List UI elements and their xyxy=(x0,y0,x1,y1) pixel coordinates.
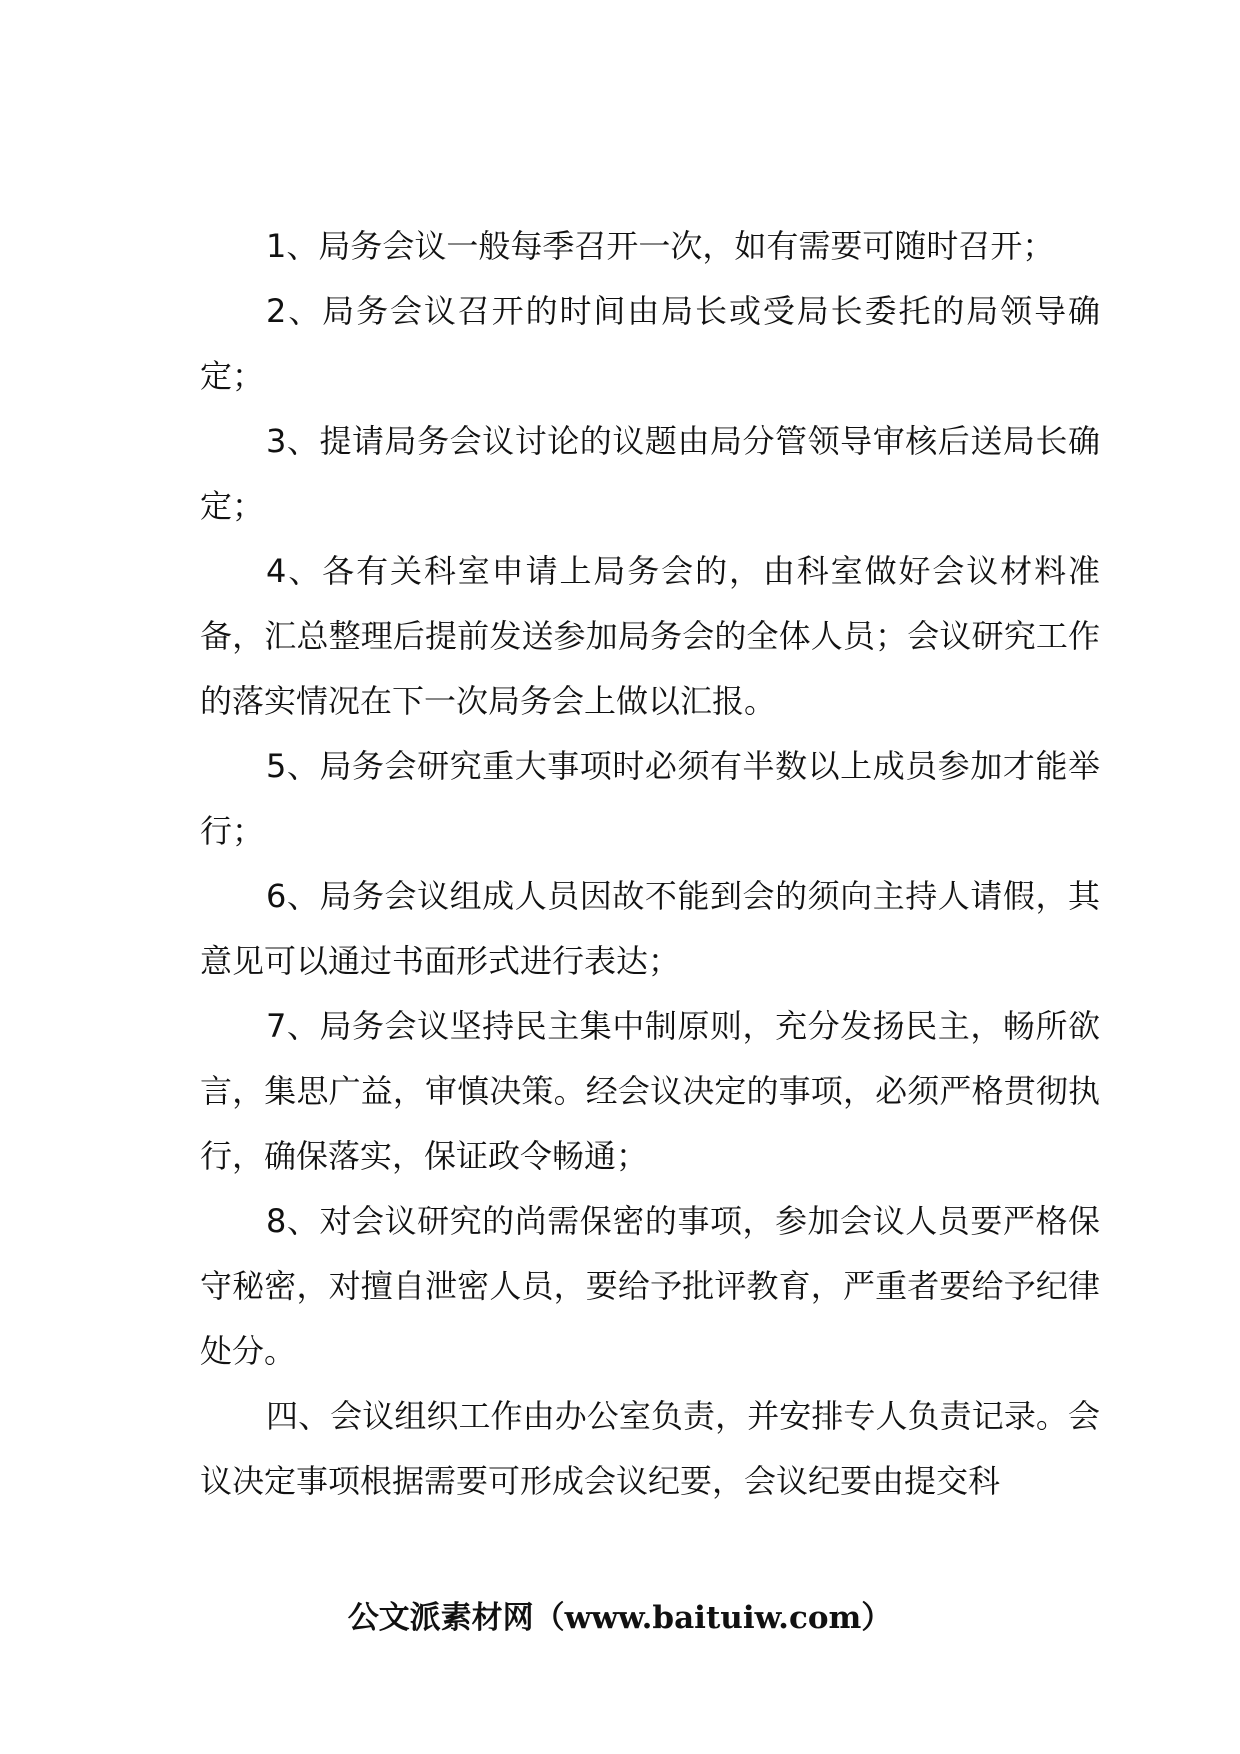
paragraph-item-7: 7、局务会议坚持民主集中制原则，充分发扬民主，畅所欲言，集思广益，审慎决策。经会议决定的事项，必须严格贯彻执行，确保落实，保证政令畅通； xyxy=(200,1007,1100,1175)
paragraph-item-2: 2、局务会议召开的时间由局长或受局长委托的局领导确定； xyxy=(200,292,1100,395)
paragraph-item-1: 1、局务会议一般每季召开一次，如有需要可随时召开； xyxy=(266,227,1055,265)
paragraph-section-4: 四、会议组织工作由办公室负责，并安排专人负责记录。会议决定事项根据需要可形成会议纪要，会议纪要由提交科 xyxy=(200,1397,1100,1500)
document-body xyxy=(200,214,1100,1514)
paragraph-item-6: 6、局务会议组成人员因故不能到会的须向主持人请假，其意见可以通过书面形式进行表达； xyxy=(200,877,1100,980)
paragraph-item-8: 8、对会议研究的尚需保密的事项，参加会议人员要严格保守秘密，对擅自泄密人员，要给予批评教育，严重者要给予纪律处分。 xyxy=(200,1202,1100,1370)
paragraph-item-3: 3、提请局务会议讨论的议题由局分管领导审核后送局长确定； xyxy=(200,422,1100,525)
paragraph-item-4: 4、各有关科室申请上局务会的，由科室做好会议材料准备，汇总整理后提前发送参加局务会的全体人员；会议研究工作的落实情况在下一次局务会上做以汇报。 xyxy=(200,552,1100,720)
footer-watermark-text: 公文派素材网（www.baituiw.com） xyxy=(347,1600,893,1636)
paragraph-item-5: 5、局务会研究重大事项时必须有半数以上成员参加才能举行； xyxy=(200,747,1100,850)
